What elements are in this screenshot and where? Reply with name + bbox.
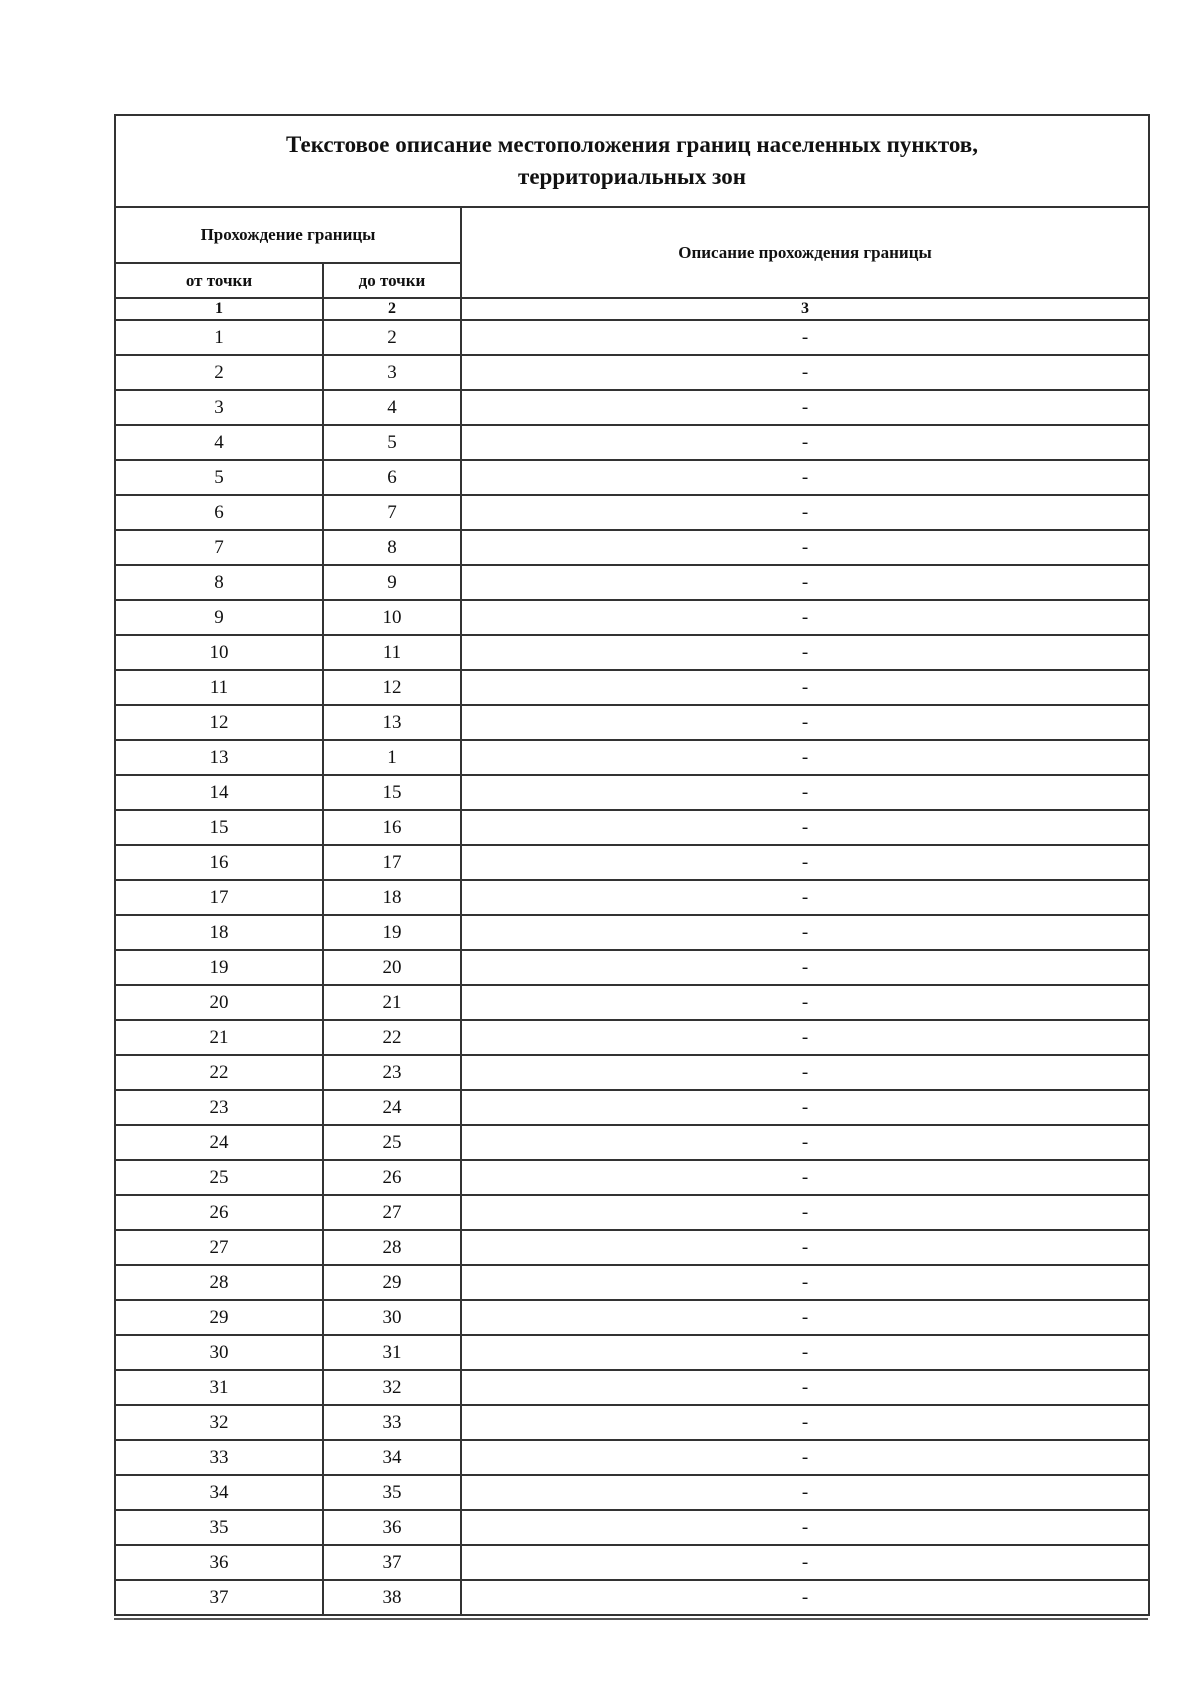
table-row [115,1580,1149,1615]
cell-from-point: 17 [115,880,323,915]
document-title [115,115,1149,207]
cell-to-point: 16 [323,810,461,845]
column-number-row [115,298,1149,320]
cell-to-point: 19 [323,915,461,950]
cell-from-point: 24 [115,1125,323,1160]
cell-description: - [461,1440,1149,1475]
cell-to-point: 8 [323,530,461,565]
cell-from-point: 25 [115,1160,323,1195]
cell-to-point: 1 [323,740,461,775]
table-row [115,425,1149,460]
cell-from-point: 37 [115,1580,323,1615]
cell-from-point: 20 [115,985,323,1020]
table-row [115,1405,1149,1440]
title-line-1: Текстовое описание местоположения границ населенных пунктов, [286,132,978,157]
table-row [115,915,1149,950]
cell-to-point: 35 [323,1475,461,1510]
cell-from-point: 29 [115,1300,323,1335]
cell-from-point: 26 [115,1195,323,1230]
cell-from-point: 7 [115,530,323,565]
cell-from-point: 5 [115,460,323,495]
table-row [115,740,1149,775]
cell-description: - [461,740,1149,775]
cell-to-point: 30 [323,1300,461,1335]
cell-from-point: 36 [115,1545,323,1580]
header-to-point: до точки [323,263,461,298]
header-from-point: от точки [115,263,323,298]
cell-from-point: 10 [115,635,323,670]
table-row [115,810,1149,845]
cell-to-point: 38 [323,1580,461,1615]
cell-description: - [461,355,1149,390]
cell-from-point: 19 [115,950,323,985]
cell-from-point: 22 [115,1055,323,1090]
cell-from-point: 11 [115,670,323,705]
cell-description: - [461,1510,1149,1545]
table-row [115,845,1149,880]
cell-to-point: 18 [323,880,461,915]
cell-description: - [461,390,1149,425]
table-row [115,1265,1149,1300]
cell-description: - [461,635,1149,670]
cell-from-point: 32 [115,1405,323,1440]
cell-from-point: 18 [115,915,323,950]
table-row [115,1055,1149,1090]
table-row [115,1300,1149,1335]
cell-to-point: 34 [323,1440,461,1475]
table-row [115,670,1149,705]
cell-from-point: 2 [115,355,323,390]
cell-description: - [461,1475,1149,1510]
cell-to-point: 24 [323,1090,461,1125]
cell-to-point: 7 [323,495,461,530]
cell-from-point: 9 [115,600,323,635]
cell-description: - [461,915,1149,950]
table-row [115,880,1149,915]
cell-from-point: 15 [115,810,323,845]
table-row [115,950,1149,985]
table-row [115,1020,1149,1055]
cell-description: - [461,425,1149,460]
cell-to-point: 3 [323,355,461,390]
table-row [115,1440,1149,1475]
cell-description: - [461,775,1149,810]
cell-to-point: 6 [323,460,461,495]
table-row [115,985,1149,1020]
title-row [115,115,1149,207]
cell-to-point: 32 [323,1370,461,1405]
cell-to-point: 11 [323,635,461,670]
boundary-table [114,114,1150,1616]
cell-to-point: 20 [323,950,461,985]
cell-description: - [461,600,1149,635]
cell-to-point: 26 [323,1160,461,1195]
cell-to-point: 21 [323,985,461,1020]
header-row-1 [115,207,1149,263]
cell-description: - [461,1545,1149,1580]
cell-description: - [461,985,1149,1020]
cell-description: - [461,1160,1149,1195]
cell-from-point: 21 [115,1020,323,1055]
cell-from-point: 12 [115,705,323,740]
cell-from-point: 33 [115,1440,323,1475]
cell-to-point: 2 [323,320,461,355]
table-row [115,600,1149,635]
table-row [115,1545,1149,1580]
cell-description: - [461,880,1149,915]
cell-description: - [461,1405,1149,1440]
cell-from-point: 6 [115,495,323,530]
header-passage: Прохождение границы [115,207,461,263]
cell-to-point: 17 [323,845,461,880]
cell-to-point: 27 [323,1195,461,1230]
cell-to-point: 13 [323,705,461,740]
cell-description: - [461,1125,1149,1160]
cell-to-point: 25 [323,1125,461,1160]
cell-to-point: 9 [323,565,461,600]
cell-from-point: 35 [115,1510,323,1545]
cell-to-point: 10 [323,600,461,635]
cell-description: - [461,1230,1149,1265]
cell-from-point: 23 [115,1090,323,1125]
table-row [115,530,1149,565]
cell-from-point: 34 [115,1475,323,1510]
table-row [115,495,1149,530]
table-row [115,460,1149,495]
cell-description: - [461,1020,1149,1055]
table-row [115,1370,1149,1405]
column-number-2: 2 [323,298,461,320]
cell-from-point: 1 [115,320,323,355]
table-row [115,565,1149,600]
cell-description: - [461,1265,1149,1300]
cell-description: - [461,1335,1149,1370]
table-row [115,1195,1149,1230]
table-row [115,1125,1149,1160]
cell-description: - [461,845,1149,880]
cell-from-point: 27 [115,1230,323,1265]
cell-description: - [461,495,1149,530]
cell-description: - [461,1300,1149,1335]
cell-description: - [461,565,1149,600]
column-number-3: 3 [461,298,1149,320]
title-line-2: территориальных зон [518,164,746,189]
cell-description: - [461,1370,1149,1405]
cell-from-point: 30 [115,1335,323,1370]
cell-description: - [461,705,1149,740]
cell-from-point: 28 [115,1265,323,1300]
column-number-1: 1 [115,298,323,320]
cell-to-point: 15 [323,775,461,810]
cell-from-point: 13 [115,740,323,775]
cell-description: - [461,320,1149,355]
cell-to-point: 22 [323,1020,461,1055]
cell-description: - [461,1195,1149,1230]
table-row [115,390,1149,425]
cell-description: - [461,1580,1149,1615]
cell-from-point: 14 [115,775,323,810]
cell-description: - [461,950,1149,985]
bottom-rule [114,1618,1148,1623]
table-row [115,1335,1149,1370]
cell-description: - [461,1055,1149,1090]
cell-to-point: 28 [323,1230,461,1265]
cell-from-point: 8 [115,565,323,600]
table-row [115,1510,1149,1545]
cell-description: - [461,1090,1149,1125]
table-row [115,1090,1149,1125]
cell-to-point: 4 [323,390,461,425]
header-description: Описание прохождения границы [461,207,1149,298]
table-row [115,320,1149,355]
table-row [115,775,1149,810]
cell-description: - [461,530,1149,565]
cell-description: - [461,670,1149,705]
cell-description: - [461,810,1149,845]
cell-to-point: 37 [323,1545,461,1580]
table-row [115,1475,1149,1510]
cell-to-point: 36 [323,1510,461,1545]
document-sheet [114,114,1148,1623]
table-row [115,705,1149,740]
cell-from-point: 3 [115,390,323,425]
cell-to-point: 5 [323,425,461,460]
table-row [115,1230,1149,1265]
table-row [115,355,1149,390]
cell-to-point: 23 [323,1055,461,1090]
cell-to-point: 31 [323,1335,461,1370]
cell-from-point: 16 [115,845,323,880]
cell-to-point: 12 [323,670,461,705]
table-row [115,635,1149,670]
cell-to-point: 33 [323,1405,461,1440]
cell-from-point: 31 [115,1370,323,1405]
cell-description: - [461,460,1149,495]
cell-to-point: 29 [323,1265,461,1300]
table-row [115,1160,1149,1195]
cell-from-point: 4 [115,425,323,460]
